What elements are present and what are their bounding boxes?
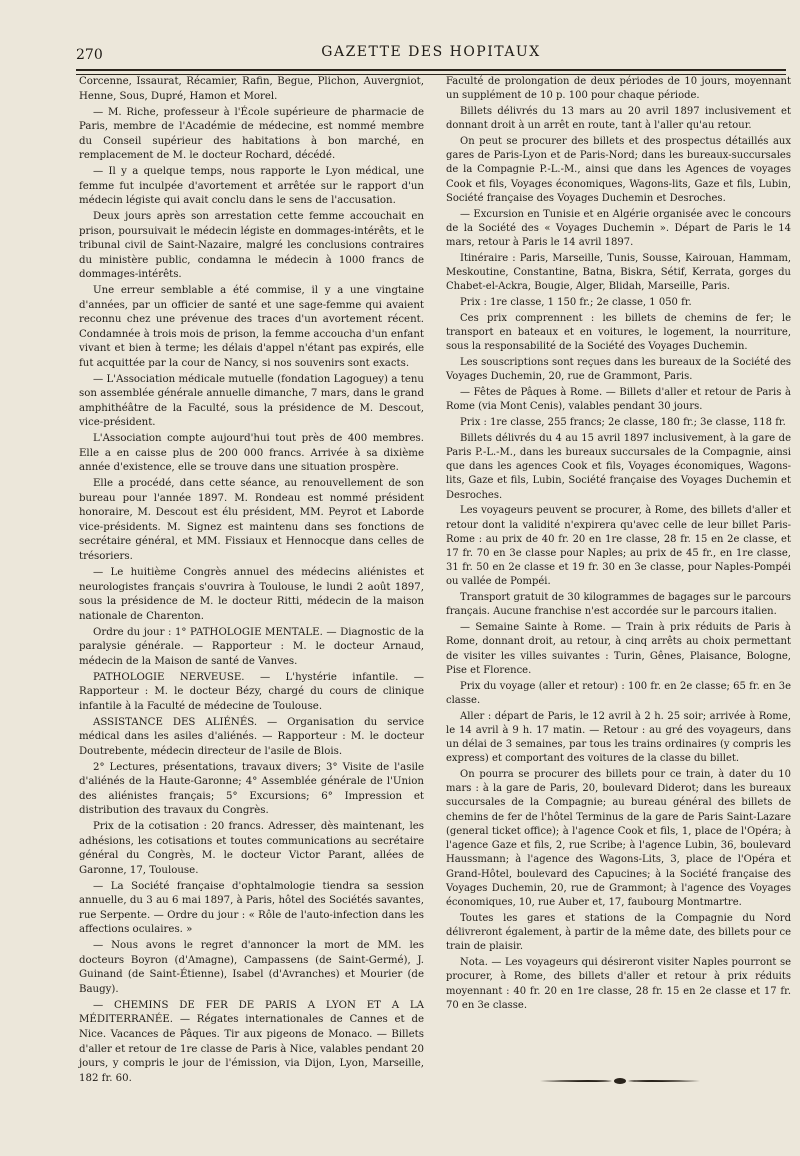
paragraph: — Nous avons le regret d'annoncer la mort de MM. les docteurs Boyron (d'Amagne), Campassens (de Saint-Germé), J. Guinand (de Saint-Étienne), Isabel (d'Avranches) et Mourier (de Baugy).	[79, 940, 424, 995]
paragraph: Prix de la cotisation : 20 francs. Adresser, dès maintenant, les adhésions, les cotisations et toutes communications au secrétaire général du Congrès, M. le docteur Victor Parant, allées de Garonne, 17, Toulouse.	[79, 821, 424, 876]
paragraph: Faculté de prolongation de deux périodes de 10 jours, moyennant un supplément de 10 p. 100 pour chaque période.	[446, 76, 791, 102]
paragraph: — Fêtes de Pâques à Rome. — Billets d'aller et retour de Paris à Rome (via Mont Cenis), valables pendant 30 jours.	[446, 386, 791, 413]
paragraph: — Il y a quelque temps, nous rapporte le Lyon médical, une femme fut inculpée d'avortement et arrêtée sur le rapport d'un médecin légiste qui avait conclu dans le sens de l'accusation.	[79, 166, 424, 207]
paragraph: Une erreur semblable a été commise, il y a une vingtaine d'années, par un officier de santé et une sage-femme qui avaient reconnu chez une prévenue des traces d'un avortement récent. Condamnée à trois mois de prison, la femme accoucha d'un enfant vivant et bien à terme; les délais d'appel n'étant pas expirés, elle fut acquittée par la cour de Nancy, si nos souvenirs sont exacts.	[79, 285, 424, 369]
paragraph: Deux jours après son arrestation cette femme accouchait en prison, poursuivait le médecin légiste en dommages-intérêts, et le tribunal civil de Saint-Nazaire, malgré les conclusions contraires du ministère public, condamna le médecin à 1000 francs de dommages-intérêts.	[79, 211, 424, 281]
paragraph: ASSISTANCE DES ALIÉNÉS. — Organisation du service médical dans les asiles d'aliénés. — Rapporteur : M. le docteur Doutrebente, médecin directeur de l'asile de Blois.	[79, 716, 424, 757]
paragraph: Elle a procédé, dans cette séance, au renouvellement de son bureau pour l'année 1897. M. Rondeau est nommé président honoraire, M. Descout est élu président, MM. Peyrot et Laborde vice-présidents. M. Signez est maintenu dans ses fonctions de secrétaire général, et MM. Fissiaux et Hennocque dans celles de trésoriers.	[79, 478, 424, 562]
page-number: 270	[76, 47, 103, 63]
paragraph: Billets délivrés du 13 mars au 20 avril 1897 inclusivement et donnant droit à un arrêt en route, tant à l'aller qu'au retour.	[446, 105, 791, 132]
paragraph: Aller : départ de Paris, le 12 avril à 2 h. 25 soir; arrivée à Rome, le 14 avril à 9 h. 17 matin. — Retour : au gré des voyageurs, dans un délai de 3 semaines, par tous les trains ordinaires (y compris les express) et comportant des voitures de la classe du billet.	[446, 710, 791, 765]
paragraph: Ces prix comprennent : les billets de chemins de fer; le transport en bateaux et en voitures, le logement, la nourriture, sous la responsabilité de la Société des Voyages Duchemin.	[446, 312, 791, 353]
paragraph: Prix : 1re classe, 1 150 fr.; 2e classe, 1 050 fr.	[460, 297, 692, 309]
paragraph: Transport gratuit de 30 kilogrammes de bagages sur le parcours français. Aucune franchise n'est accordée sur le parcours italien.	[446, 592, 791, 618]
paragraph: Ordre du jour : 1° PATHOLOGIE MENTALE. — Diagnostic de la paralysie générale. — Rapporteur : M. le docteur Arnaud, médecin de la Maison de santé de Vanves.	[79, 626, 424, 667]
paragraph: — Excursion en Tunisie et en Algérie organisée avec le concours de la Société des « Voyages Duchemin ». Départ de Paris le 14 mars, retour à Paris le 14 avril 1897.	[446, 208, 791, 249]
paragraph: — M. Riche, professeur à l'École supérieure de pharmacie de Paris, membre de l'Académie de médecine, est nommé membre du Conseil supérieur des habitations à bon marché, en remplacement de M. le docteur Rochard, décédé.	[79, 106, 424, 162]
paragraph: — Semaine Sainte à Rome. — Train à prix réduits de Paris à Rome, donnant droit, au retour, à cinq arrêts au choix permettant de visiter les villes suivantes : Turin, Gênes, Plaisance, Bologne, Pise et Florence.	[446, 622, 791, 676]
paragraph: — CHEMINS DE FER DE PARIS A LYON ET A LA MÉDITERRANÉE. — Régates internationales de Cannes et de Nice. Vacances de Pâques. Tir aux pigeons de Monaco. — Billets d'aller et retour de 1re classe de Paris à Nice, valables pendant 20 jours, y compris le jour de l'émission, via Dijon, Lyon, Marseille, 182 fr. 60.	[79, 999, 424, 1084]
paragraph: L'Association compte aujourd'hui tout près de 400 membres. Elle a en caisse plus de 200 000 francs. Arrivée à sa dixième année d'existence, elle se trouve dans une situation prospère.	[79, 433, 424, 474]
paragraph: Les voyageurs peuvent se procurer, à Rome, des billets d'aller et retour dont la validité n'expirera qu'avec celle de leur billet Paris-Rome : au prix de 40 fr. 20 en 1re classe, 28 fr. 15 en 2e classe, et 17 fr. 70 en 3e classe pour Naples; au prix de 45 fr., en 1re classe, 31 fr. 50 en 2e classe et 19 fr. 30 en 3e classe, pour Naples-Pompéi ou vallée de Pompéi.	[446, 505, 791, 588]
paragraph: Corcenne, Issaurat, Récamier, Rafin, Begue, Plichon, Auvergniot, Henne, Sous, Dupré, Hamon et Morel.	[79, 76, 424, 102]
paragraph: On peut se procurer des billets et des prospectus détaillés aux gares de Paris-Lyon et de Paris-Nord; dans les bureaux-succursales de la Compagnie P.-L.-M., ainsi que dans les Agences de voyages Cook et fils, Voyages économiques, Wagons-lits, Gaze et fils, Lubin, Société française des Voyages Duchemin et Desroches.	[446, 135, 791, 204]
paragraph: Nota. — Les voyageurs qui désireront visiter Naples pourront se procurer, à Rome, des billets d'aller et retour à prix réduits moyennant : 40 fr. 20 en 1re classe, 28 fr. 15 en 2e classe et 17 fr. 70 en 3e classe.	[446, 957, 791, 1011]
paragraph: Toutes les gares et stations de la Compagnie du Nord délivreront également, à partir de la même date, des billets pour ce train de plaisir.	[446, 912, 791, 953]
journal-title: GAZETTE DES HOPITAUX	[321, 44, 541, 60]
paragraph: Billets délivrés du 4 au 15 avril 1897 inclusivement, à la gare de Paris P.-L.-M., dans les bureaux succursales de la Compagnie, ainsi que dans les agences Cook et fils, Voyages économiques, Wagons-lits, Gaze et fils, Lubin, Société française des Voyages Duchemin et Desroches.	[446, 432, 791, 501]
paragraph: Les souscriptions sont reçues dans les bureaux de la Société des Voyages Duchemin, 20, rue de Grammont, Paris.	[446, 356, 791, 383]
end-ornament	[540, 1077, 700, 1085]
paragraph: — La Société française d'ophtalmologie tiendra sa session annuelle, du 3 au 6 mai 1897, à Paris, hôtel des Sociétés savantes, rue Serpente. — Ordre du jour : « Rôle de l'auto-infection dans les affections oculaires. »	[79, 880, 424, 936]
right-column	[446, 75, 791, 1015]
paragraph: Itinéraire : Paris, Marseille, Tunis, Sousse, Kairouan, Hammam, Meskoutine, Constantine, Batna, Biskra, Sétif, Kerrata, gorges du Chabet-el-Ackra, Bougie, Alger, Blidah, Marseille, Paris.	[446, 252, 791, 293]
left-column	[79, 75, 424, 1088]
header-rule	[76, 69, 786, 71]
paragraph: PATHOLOGIE NERVEUSE. — L'hystérie infantile. — Rapporteur : M. le docteur Bézy, chargé du cours de clinique infantile à la Faculté de médecine de Toulouse.	[79, 671, 424, 712]
paragraph: — Le huitième Congrès annuel des médecins aliénistes et neurologistes français s'ouvrira à Toulouse, le lundi 2 août 1897, sous la présidence de M. le docteur Ritti, médecin de la maison nationale de Charenton.	[79, 567, 424, 622]
paragraph: Prix du voyage (aller et retour) : 100 fr. en 2e classe; 65 fr. en 3e classe.	[446, 680, 791, 706]
paragraph: On pourra se procurer des billets pour ce train, à dater du 10 mars : à la gare de Paris, 20, boulevard Diderot; dans les bureaux succursales de la Compagnie; au bureau général des billets de chemins de fer de l'hôtel Terminus de la gare de Paris Saint-Lazare (general ticket office); à l'agence Cook et fils, 1, place de l'Opéra; à l'agence Gaze et fils, 2, rue Scribe; à l'agence Lubin, 36, boulevard Haussmann; à l'agence des Wagons-Lits, 3, place de l'Opéra et Grand-Hôtel, boulevard des Capucines; à la Société française des Voyages Duchemin, 20, rue de Grammont; à l'agence des Voyages économiques, 10, rue Auber et, 17, faubourg Montmartre.	[446, 769, 791, 909]
paragraph: — L'Association médicale mutuelle (fondation Lagoguey) a tenu son assemblée générale annuelle dimanche, 7 mars, dans le grand amphithéâtre de la Faculté, sous la présidence de M. Descout, vice-président.	[79, 373, 424, 429]
paragraph: 2° Lectures, présentations, travaux divers; 3° Visite de l'asile d'aliénés de la Haute-Garonne; 4° Assemblée générale de l'Union des aliénistes français; 5° Excursions; 6° Impression et distribution des travaux du Congrès.	[79, 761, 424, 817]
paragraph: Prix : 1re classe, 255 francs; 2e classe, 180 fr.; 3e classe, 118 fr.	[460, 416, 786, 428]
page-header	[76, 36, 786, 62]
